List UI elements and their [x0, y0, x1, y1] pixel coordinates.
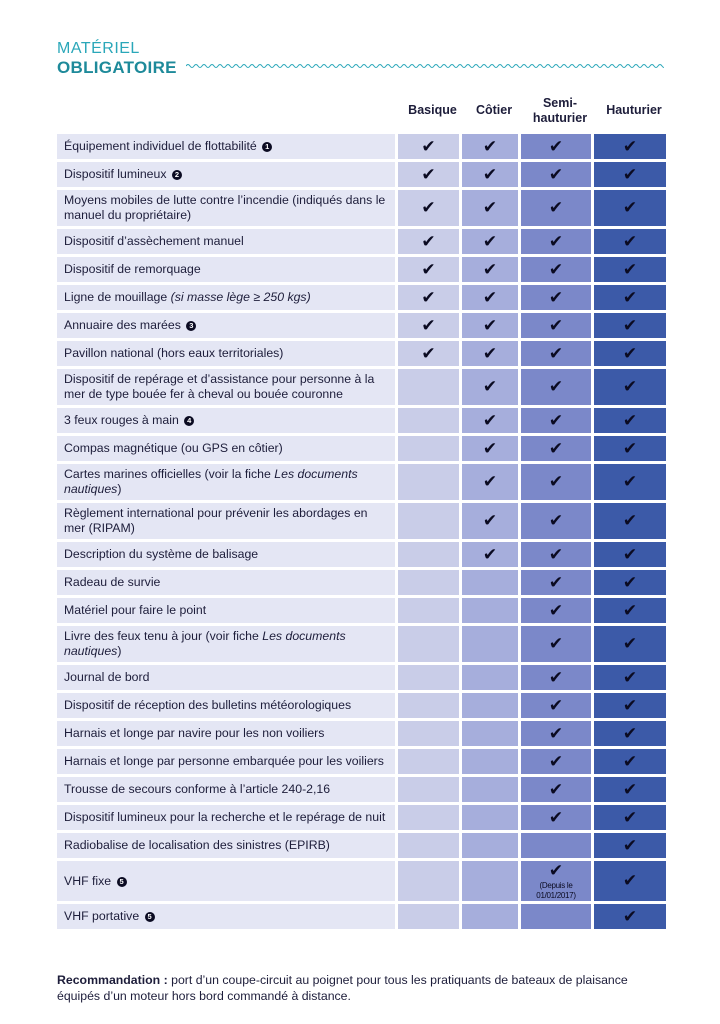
checkmark-icon: ✔ [622, 164, 638, 184]
cell-semi-hauturier [518, 162, 591, 187]
checkmark-icon: ✔ [622, 136, 638, 156]
cell-semi-hauturier [518, 464, 591, 500]
cell-semi-hauturier [518, 341, 591, 366]
cell-cotier [459, 904, 518, 929]
cell-basique [395, 257, 459, 282]
footnote-marker: 1 [262, 142, 272, 152]
checkmark-icon: ✔ [482, 544, 498, 564]
checkmark-icon: ✔ [622, 544, 638, 564]
row-label-text: Dispositif d’assèchement manuel [64, 234, 244, 248]
cell-cotier [459, 777, 518, 802]
wave-divider [186, 62, 664, 70]
footnote-marker: 2 [172, 170, 182, 180]
checkmark-icon: ✔ [421, 136, 436, 156]
checkmark-icon: ✔ [548, 807, 564, 827]
table-row [57, 749, 666, 774]
checkmark-icon: ✔ [482, 287, 498, 307]
cell-cotier [459, 721, 518, 746]
cell-semi-hauturier [518, 190, 591, 226]
row-label [57, 464, 395, 500]
table-row [57, 805, 666, 830]
cell-basique [395, 805, 459, 830]
checkmark-icon: ✔ [421, 231, 436, 251]
table-row [57, 408, 666, 433]
cell-hauturier [591, 134, 666, 159]
cell-semi-hauturier [518, 542, 591, 567]
cell-cotier [459, 598, 518, 623]
cell-cotier [459, 805, 518, 830]
equipment-table [57, 131, 666, 932]
checkmark-icon: ✔ [482, 259, 498, 279]
row-label [57, 542, 395, 567]
checkmark-icon: ✔ [622, 695, 638, 715]
table-row [57, 570, 666, 595]
footnote-marker: 5 [145, 912, 155, 922]
row-label [57, 626, 395, 662]
cell-hauturier [591, 313, 666, 338]
cell-semi-hauturier [518, 257, 591, 282]
cell-basique [395, 436, 459, 461]
row-label-text: 3 feux rouges à main [64, 413, 179, 427]
checkmark-icon: ✔ [622, 906, 638, 926]
cell-cotier [459, 134, 518, 159]
cell-hauturier [591, 341, 666, 366]
row-label [57, 313, 395, 338]
cell-basique [395, 626, 459, 662]
checkmark-icon: ✔ [482, 472, 498, 491]
cell-semi-hauturier [518, 777, 591, 802]
table-row [57, 134, 666, 159]
cell-basique [395, 229, 459, 254]
cell-basique [395, 408, 459, 433]
footnote-marker: 3 [186, 321, 196, 331]
cell-hauturier [591, 162, 666, 187]
cell-basique [395, 503, 459, 539]
cell-semi-hauturier [518, 721, 591, 746]
cell-semi-hauturier [518, 626, 591, 662]
cell-semi-hauturier [518, 369, 591, 405]
checkmark-icon: ✔ [548, 634, 564, 653]
checkmark-icon: ✔ [622, 600, 638, 620]
cell-semi-hauturier [518, 665, 591, 690]
cell-basique [395, 777, 459, 802]
cell-semi-hauturier [518, 749, 591, 774]
cell-hauturier [591, 408, 666, 433]
cell-cotier [459, 341, 518, 366]
row-label [57, 436, 395, 461]
cell-semi-hauturier [518, 285, 591, 310]
cell-cotier [459, 190, 518, 226]
row-label [57, 570, 395, 595]
table-row [57, 162, 666, 187]
row-label [57, 721, 395, 746]
row-label [57, 693, 395, 718]
cell-hauturier [591, 190, 666, 226]
recommendation-label: Recommandation : [57, 973, 168, 987]
row-label [57, 408, 395, 433]
cell-basique [395, 162, 459, 187]
checkmark-icon: ✔ [482, 343, 498, 363]
cell-semi-hauturier [518, 313, 591, 338]
cell-basique [395, 833, 459, 858]
cell-hauturier [591, 369, 666, 405]
checkmark-icon: ✔ [622, 511, 638, 530]
row-label-text: Dispositif lumineux [64, 167, 167, 181]
row-label-text: Trousse de secours conforme à l’article 240-2,16 [64, 782, 331, 796]
checkmark-icon: ✔ [622, 871, 638, 890]
table-row [57, 436, 666, 461]
page-title [57, 40, 177, 78]
table-row [57, 190, 666, 226]
cell-hauturier [591, 904, 666, 929]
cell-basique [395, 369, 459, 405]
checkmark-icon: ✔ [548, 198, 564, 217]
cell-hauturier [591, 464, 666, 500]
cell-cotier [459, 162, 518, 187]
checkmark-icon: ✔ [548, 544, 564, 564]
row-label [57, 257, 395, 282]
checkmark-icon: ✔ [622, 231, 638, 251]
checkmark-icon: ✔ [482, 438, 498, 458]
cell-semi-hauturier [518, 861, 591, 901]
row-label-suffix: ) [117, 482, 122, 496]
row-label-text: Annuaire des marées [64, 318, 181, 332]
checkmark-icon: ✔ [548, 438, 564, 458]
checkmark-icon: ✔ [622, 287, 638, 307]
cell-basique [395, 341, 459, 366]
checkmark-icon: ✔ [548, 751, 564, 771]
checkmark-icon: ✔ [622, 572, 638, 592]
recommendation-note [57, 972, 657, 1004]
title-line-1: MATÉRIEL [57, 40, 140, 57]
title-line-2: OBLIGATOIRE [57, 58, 177, 77]
cell-hauturier [591, 626, 666, 662]
cell-semi-hauturier [518, 408, 591, 433]
cell-hauturier [591, 570, 666, 595]
checkmark-icon: ✔ [548, 377, 564, 396]
cell-cotier [459, 570, 518, 595]
row-label [57, 665, 395, 690]
row-label-text: Description du système de balisage [64, 547, 259, 561]
checkmark-icon: ✔ [622, 723, 638, 743]
cell-cotier [459, 285, 518, 310]
cell-hauturier [591, 436, 666, 461]
checkmark-icon: ✔ [548, 779, 564, 799]
cell-cotier [459, 464, 518, 500]
checkmark-icon: ✔ [548, 343, 564, 363]
row-label [57, 861, 395, 901]
checkmark-icon: ✔ [421, 259, 436, 279]
row-label-text: Cartes marines officielles (voir la fiche [64, 467, 271, 481]
cell-semi-hauturier [518, 833, 591, 858]
cell-cotier [459, 749, 518, 774]
cell-semi-hauturier [518, 904, 591, 929]
table-row [57, 598, 666, 623]
cell-hauturier [591, 257, 666, 282]
checkmark-icon: ✔ [421, 287, 436, 307]
row-label [57, 503, 395, 539]
table-row [57, 503, 666, 539]
cell-hauturier [591, 229, 666, 254]
row-label-text: Pavillon national (hors eaux territoriales) [64, 346, 284, 360]
row-label-italic: Les documents nautiques [64, 467, 358, 496]
cell-basique [395, 285, 459, 310]
checkmark-icon: ✔ [622, 835, 638, 855]
table-row [57, 777, 666, 802]
row-label-text: Compas magnétique (ou GPS en côtier) [64, 441, 283, 455]
checkmark-icon: ✔ [421, 198, 436, 217]
checkmark-icon: ✔ [482, 136, 498, 156]
cell-hauturier [591, 777, 666, 802]
table-row [57, 626, 666, 662]
row-label-text: Moyens mobiles de lutte contre l’incendie (indiqués dans le manuel du propriétaire) [64, 193, 386, 222]
table-row [57, 285, 666, 310]
cell-basique [395, 190, 459, 226]
cell-cotier [459, 503, 518, 539]
footnote-marker: 4 [184, 416, 194, 426]
row-label [57, 777, 395, 802]
cell-semi-hauturier [518, 805, 591, 830]
cell-cotier [459, 861, 518, 901]
table-row [57, 861, 666, 901]
checkmark-icon: ✔ [622, 198, 638, 217]
cell-semi-hauturier [518, 570, 591, 595]
checkmark-icon: ✔ [421, 315, 436, 335]
row-label [57, 162, 395, 187]
checkmark-icon: ✔ [548, 164, 564, 184]
cell-semi-hauturier [518, 134, 591, 159]
row-label-suffix: ) [117, 644, 122, 658]
header-hauturier: Hauturier [606, 103, 662, 117]
row-label-text: Dispositif de réception des bulletins météorologiques [64, 698, 352, 712]
header-semi-line1: Semi- [542, 96, 578, 110]
cell-hauturier [591, 285, 666, 310]
table-row [57, 721, 666, 746]
row-label-text: VHF portative [64, 909, 140, 923]
row-label-text: Équipement individuel de flottabilité [64, 139, 257, 153]
row-label-text: Matériel pour faire le point [64, 603, 207, 617]
cell-hauturier [591, 833, 666, 858]
table-row [57, 904, 666, 929]
cell-cotier [459, 257, 518, 282]
header-semi-line2: hauturier [532, 111, 588, 125]
checkmark-icon: ✔ [421, 343, 436, 363]
cell-basique [395, 904, 459, 929]
row-label-italic: (si masse lège ≥ 250 kgs) [170, 290, 311, 304]
checkmark-icon: ✔ [421, 164, 436, 184]
row-label-text: Dispositif de repérage et d’assistance pour personne à la mer de type bouée fer à cheval ou bouée couronne [64, 372, 375, 401]
checkmark-icon: ✔ [548, 410, 564, 430]
checkmark-icon: ✔ [622, 807, 638, 827]
checkmark-icon: ✔ [482, 315, 498, 335]
cell-basique [395, 134, 459, 159]
checkmark-icon: ✔ [622, 343, 638, 363]
cell-basique [395, 313, 459, 338]
cell-basique [395, 749, 459, 774]
cell-hauturier [591, 598, 666, 623]
row-label-text: Dispositif lumineux pour la recherche et le repérage de nuit [64, 810, 386, 824]
row-label-text: Journal de bord [64, 670, 150, 684]
table-row [57, 341, 666, 366]
row-label [57, 229, 395, 254]
checkmark-icon: ✔ [622, 315, 638, 335]
row-label-text: Livre des feux tenu à jour (voir fiche [64, 629, 259, 643]
row-label [57, 833, 395, 858]
cell-basique [395, 693, 459, 718]
row-label [57, 341, 395, 366]
cell-note: (Depuis le 01/01/2017) [536, 881, 576, 900]
row-label-text: Règlement international pour prévenir les abordages en mer (RIPAM) [64, 506, 368, 535]
checkmark-icon: ✔ [622, 438, 638, 458]
checkmark-icon: ✔ [622, 377, 638, 396]
cell-semi-hauturier [518, 229, 591, 254]
row-label-text: Dispositif de remorquage [64, 262, 201, 276]
checkmark-icon: ✔ [548, 315, 564, 335]
checkmark-icon: ✔ [548, 472, 564, 491]
table-row [57, 693, 666, 718]
row-label-text: Harnais et longe par navire pour les non voiliers [64, 726, 325, 740]
checkmark-icon: ✔ [622, 667, 638, 687]
table-row [57, 833, 666, 858]
cell-basique [395, 598, 459, 623]
cell-basique [395, 464, 459, 500]
checkmark-icon: ✔ [548, 723, 564, 743]
cell-hauturier [591, 861, 666, 901]
row-label [57, 369, 395, 405]
header-cotier: Côtier [475, 103, 513, 117]
row-label [57, 134, 395, 159]
checkmark-icon: ✔ [548, 287, 564, 307]
table-row [57, 542, 666, 567]
cell-cotier [459, 229, 518, 254]
cell-cotier [459, 833, 518, 858]
row-label [57, 285, 395, 310]
table-row [57, 257, 666, 282]
checkmark-icon: ✔ [622, 634, 638, 653]
row-label-text: Radiobalise de localisation des sinistres (EPIRB) [64, 838, 330, 852]
checkmark-icon: ✔ [548, 511, 564, 530]
table-row [57, 229, 666, 254]
cell-basique [395, 861, 459, 901]
cell-cotier [459, 693, 518, 718]
checkmark-icon: ✔ [548, 667, 564, 687]
cell-cotier [459, 626, 518, 662]
checkmark-icon: ✔ [548, 695, 564, 715]
cell-basique [395, 665, 459, 690]
cell-semi-hauturier [518, 693, 591, 718]
row-label [57, 805, 395, 830]
cell-hauturier [591, 693, 666, 718]
cell-cotier [459, 369, 518, 405]
table-row [57, 464, 666, 500]
cell-cotier [459, 313, 518, 338]
cell-semi-hauturier [518, 503, 591, 539]
row-label-italic: Les documents nautiques [64, 629, 346, 658]
recommendation-text: port d’un coupe-circuit au poignet pour tous les pratiquants de bateaux de plaisance équipés d’un moteur hors bord commandé à distance. [57, 973, 628, 1003]
checkmark-icon: ✔ [622, 410, 638, 430]
checkmark-icon: ✔ [548, 861, 564, 880]
checkmark-icon: ✔ [548, 572, 564, 592]
cell-hauturier [591, 749, 666, 774]
row-label [57, 598, 395, 623]
checkmark-icon: ✔ [482, 410, 498, 430]
checkmark-icon: ✔ [482, 511, 498, 530]
checkmark-icon: ✔ [548, 136, 564, 156]
cell-cotier [459, 436, 518, 461]
cell-cotier [459, 665, 518, 690]
header-basique: Basique [408, 103, 457, 117]
cell-basique [395, 721, 459, 746]
checkmark-icon: ✔ [622, 259, 638, 279]
cell-cotier [459, 408, 518, 433]
cell-hauturier [591, 805, 666, 830]
row-label [57, 749, 395, 774]
checkmark-icon: ✔ [622, 751, 638, 771]
checkmark-icon: ✔ [548, 259, 564, 279]
cell-hauturier [591, 503, 666, 539]
checkmark-icon: ✔ [622, 779, 638, 799]
checkmark-icon: ✔ [622, 472, 638, 491]
cell-semi-hauturier [518, 436, 591, 461]
checkmark-icon: ✔ [548, 600, 564, 620]
checkmark-icon: ✔ [482, 231, 498, 251]
cell-hauturier [591, 665, 666, 690]
row-label-text: VHF fixe [64, 873, 112, 888]
row-label-text: Ligne de mouillage [64, 290, 168, 304]
checkmark-icon: ✔ [482, 377, 498, 396]
cell-basique [395, 542, 459, 567]
header-semi-hauturier [525, 96, 595, 126]
checkmark-icon: ✔ [482, 164, 498, 184]
footnote-marker: 5 [117, 877, 127, 887]
table-row [57, 369, 666, 405]
cell-cotier [459, 542, 518, 567]
checkmark-icon: ✔ [548, 231, 564, 251]
row-label-text: Radeau de survie [64, 575, 161, 589]
checkmark-icon: ✔ [482, 198, 498, 217]
table-row [57, 313, 666, 338]
cell-semi-hauturier [518, 598, 591, 623]
cell-hauturier [591, 721, 666, 746]
row-label [57, 904, 395, 929]
cell-hauturier [591, 542, 666, 567]
row-label [57, 190, 395, 226]
row-label-text: Harnais et longe par personne embarquée pour les voiliers [64, 754, 384, 768]
table-row [57, 665, 666, 690]
cell-basique [395, 570, 459, 595]
